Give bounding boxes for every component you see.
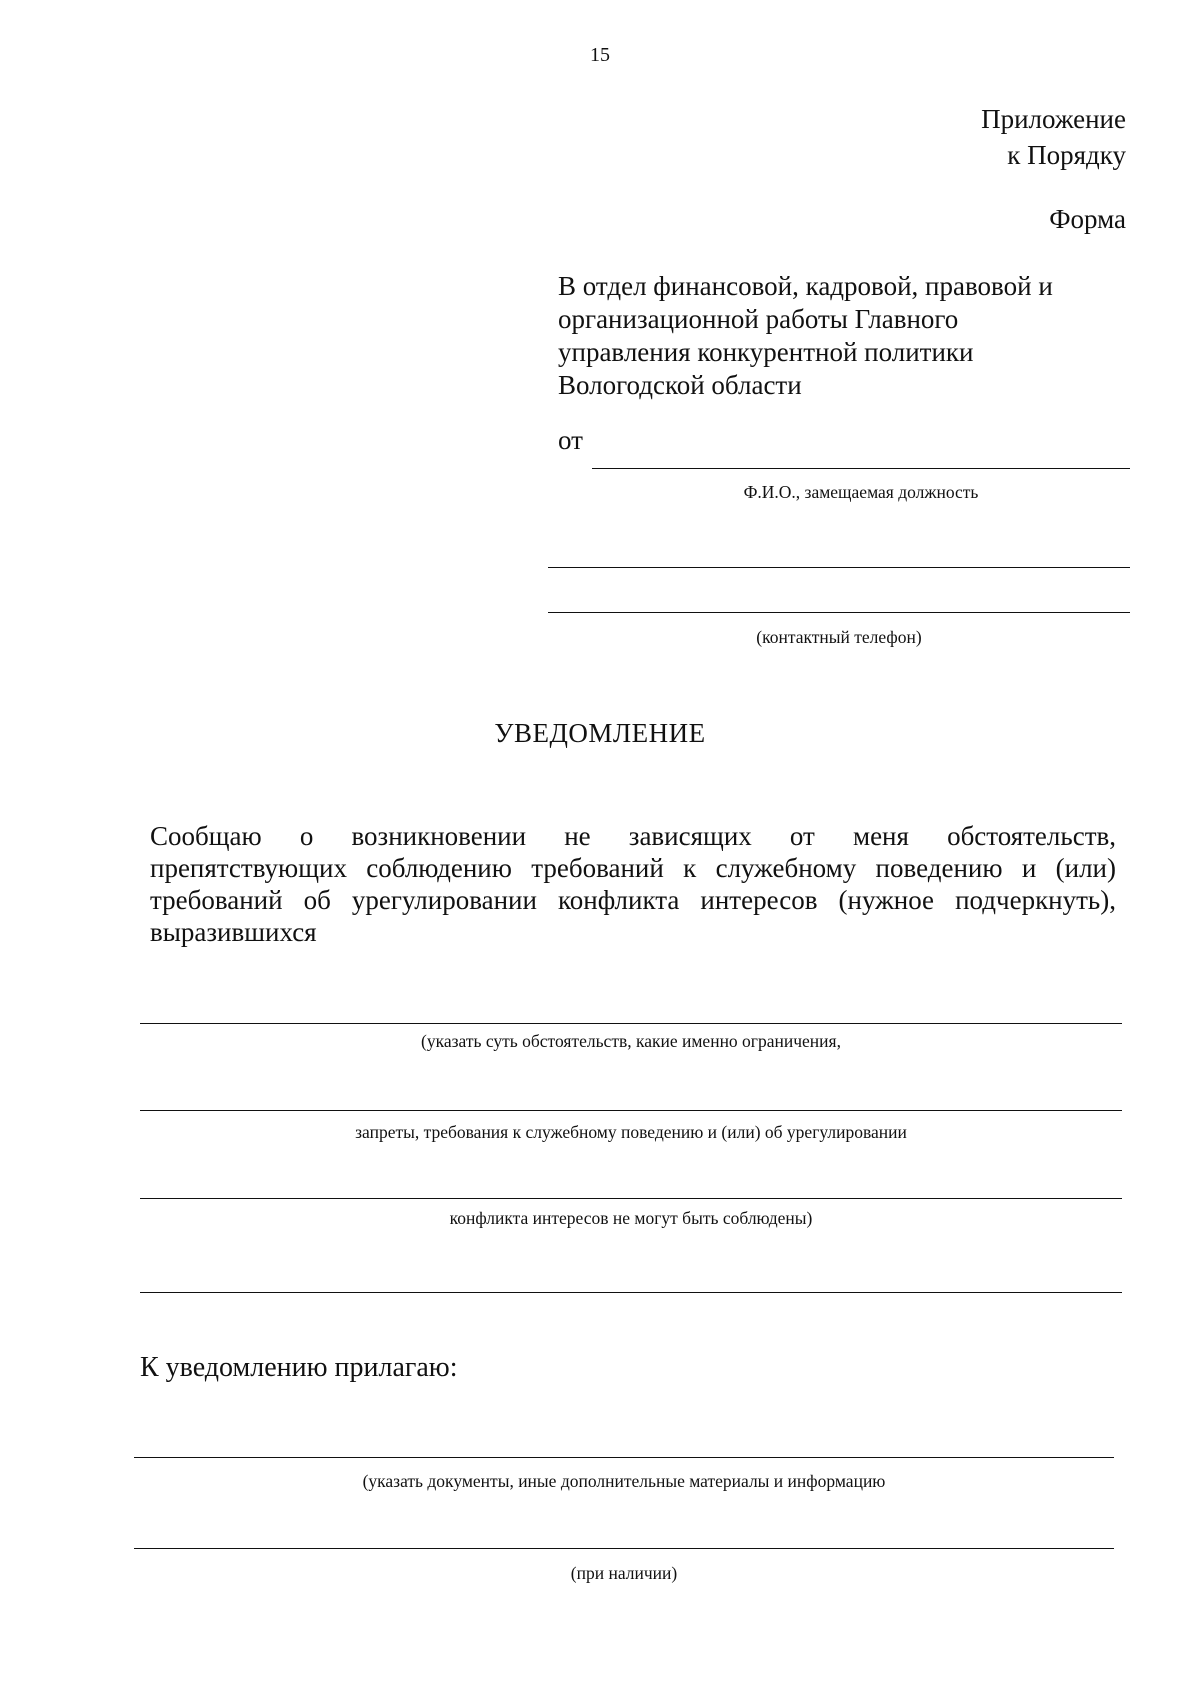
- fio-caption: Ф.И.О., замещаемая должность: [743, 482, 979, 502]
- circumstances-line-1[interactable]: [140, 1023, 1122, 1024]
- fio-input-line[interactable]: [592, 468, 1130, 469]
- fio-continuation-line[interactable]: [548, 567, 1130, 568]
- phone-caption: (контактный телефон): [756, 627, 922, 647]
- from-label: от: [558, 425, 583, 455]
- notice-line: выразившихся: [150, 917, 317, 947]
- addressee-block: [558, 270, 1053, 402]
- phone-input-line[interactable]: [548, 612, 1130, 613]
- page-number: 15: [590, 44, 610, 66]
- document-title: УВЕДОМЛЕНИЕ: [494, 718, 706, 748]
- form-label: Форма: [1049, 204, 1126, 234]
- circumstances-line-2[interactable]: [140, 1110, 1122, 1111]
- order-reference: к Порядку: [1007, 140, 1126, 170]
- circumstances-line-4[interactable]: [140, 1292, 1122, 1293]
- appendix-label: Приложение: [981, 104, 1126, 134]
- circumstances-caption-2: запреты, требования к служебному поведению и (или) об урегулировании: [355, 1122, 907, 1142]
- circumstances-caption-1: (указать суть обстоятельств, какие именно ограничения,: [421, 1031, 841, 1051]
- addressee-line: Вологодской области: [558, 370, 802, 400]
- attachments-caption-2: (при наличии): [570, 1563, 678, 1583]
- circumstances-line-3[interactable]: [140, 1198, 1122, 1199]
- attachments-label: К уведомлению прилагаю:: [140, 1352, 458, 1383]
- notice-line: препятствующих соблюдению требований к служебному поведению и (или): [150, 853, 1116, 883]
- addressee-line: организационной работы Главного: [558, 304, 959, 334]
- notice-line: Сообщаю о возникновении не зависящих от меня обстоятельств,: [150, 821, 1116, 851]
- notice-paragraph: [150, 820, 1116, 948]
- addressee-line: В отдел финансовой, кадровой, правовой и: [558, 271, 1053, 301]
- attachments-caption-1: (указать документы, иные дополнительные материалы и информацию: [362, 1471, 886, 1491]
- attachments-line-2[interactable]: [134, 1548, 1114, 1549]
- attachments-line-1[interactable]: [134, 1457, 1114, 1458]
- addressee-line: управления конкурентной политики: [558, 337, 974, 367]
- circumstances-caption-3: конфликта интересов не могут быть соблюдены): [449, 1208, 813, 1228]
- notice-line: требований об урегулировании конфликта интересов (нужное подчеркнуть),: [150, 885, 1116, 915]
